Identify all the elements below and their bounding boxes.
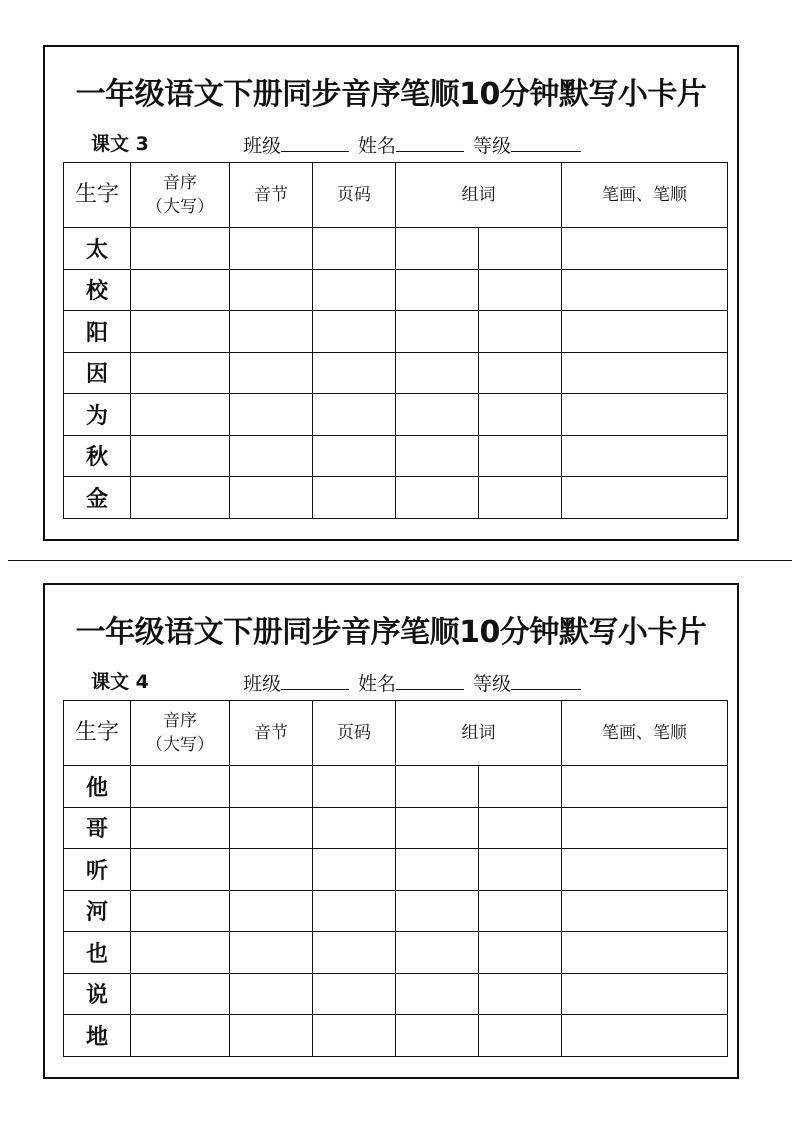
order-cell[interactable] bbox=[131, 766, 230, 808]
word-cell-1[interactable] bbox=[396, 890, 479, 932]
char-cell: 地 bbox=[64, 1015, 131, 1057]
class-field[interactable] bbox=[243, 131, 349, 158]
syllable-cell[interactable] bbox=[230, 269, 313, 311]
order-cell[interactable] bbox=[131, 807, 230, 849]
char-cell: 河 bbox=[64, 890, 131, 932]
table-row bbox=[64, 849, 728, 891]
syllable-cell[interactable] bbox=[230, 807, 313, 849]
strokes-cell[interactable] bbox=[562, 228, 728, 270]
word-cell-2[interactable] bbox=[479, 477, 562, 519]
dictation-table-wrapper bbox=[63, 162, 728, 519]
page-cell[interactable] bbox=[313, 807, 396, 849]
class-label: 班级 bbox=[243, 135, 282, 157]
card-title: 一年级语文下册同步音序笔顺10分钟默写小卡片 bbox=[75, 615, 707, 650]
page-cell[interactable] bbox=[313, 352, 396, 394]
word-cell-2[interactable] bbox=[479, 394, 562, 436]
strokes-cell[interactable] bbox=[562, 477, 728, 519]
word-cell-2[interactable] bbox=[479, 435, 562, 477]
grade-label: 等级 bbox=[473, 135, 512, 157]
header-char: 生字 bbox=[64, 701, 131, 766]
grade-blank[interactable] bbox=[511, 133, 581, 152]
grade-blank[interactable] bbox=[511, 671, 581, 690]
header-row bbox=[64, 163, 728, 228]
table-row bbox=[64, 932, 728, 974]
header-order-line1: 音序 bbox=[163, 173, 197, 193]
syllable-cell[interactable] bbox=[230, 973, 313, 1015]
header-syllable: 音节 bbox=[230, 701, 313, 766]
word-cell-2[interactable] bbox=[479, 766, 562, 808]
word-cell-2[interactable] bbox=[479, 890, 562, 932]
order-cell[interactable] bbox=[131, 269, 230, 311]
name-blank[interactable] bbox=[396, 133, 464, 152]
char-cell: 因 bbox=[64, 352, 131, 394]
order-cell[interactable] bbox=[131, 228, 230, 270]
header-order-line1: 音序 bbox=[163, 711, 197, 731]
name-label: 姓名 bbox=[358, 673, 397, 695]
syllable-cell[interactable] bbox=[230, 352, 313, 394]
strokes-cell[interactable] bbox=[562, 973, 728, 1015]
word-cell-1[interactable] bbox=[396, 1015, 479, 1057]
dictation-table bbox=[63, 700, 728, 1057]
strokes-cell[interactable] bbox=[562, 311, 728, 353]
dictation-table bbox=[63, 162, 728, 519]
dictation-card-1 bbox=[43, 45, 739, 541]
char-cell: 哥 bbox=[64, 807, 131, 849]
syllable-cell[interactable] bbox=[230, 228, 313, 270]
page-cell[interactable] bbox=[313, 890, 396, 932]
order-cell[interactable] bbox=[131, 849, 230, 891]
info-row bbox=[45, 129, 737, 155]
name-label: 姓名 bbox=[358, 135, 397, 157]
word-cell-2[interactable] bbox=[479, 269, 562, 311]
page-cell[interactable] bbox=[313, 435, 396, 477]
strokes-cell[interactable] bbox=[562, 932, 728, 974]
word-cell-1[interactable] bbox=[396, 352, 479, 394]
grade-label: 等级 bbox=[473, 673, 512, 695]
table-row bbox=[64, 311, 728, 353]
char-cell: 为 bbox=[64, 394, 131, 436]
lesson-label: 课文 4 bbox=[91, 671, 149, 693]
header-words: 组词 bbox=[396, 163, 562, 228]
strokes-cell[interactable] bbox=[562, 435, 728, 477]
word-cell-1[interactable] bbox=[396, 807, 479, 849]
class-field[interactable] bbox=[243, 669, 349, 696]
word-cell-1[interactable] bbox=[396, 932, 479, 974]
page-cell[interactable] bbox=[313, 1015, 396, 1057]
name-field[interactable] bbox=[358, 131, 464, 158]
class-blank[interactable] bbox=[281, 133, 349, 152]
header-order-line2: （大写） bbox=[146, 197, 214, 217]
table-row bbox=[64, 477, 728, 519]
header-order bbox=[131, 701, 230, 766]
page-cell[interactable] bbox=[313, 477, 396, 519]
class-blank[interactable] bbox=[281, 671, 349, 690]
page-cell[interactable] bbox=[313, 394, 396, 436]
table-row bbox=[64, 394, 728, 436]
header-words: 组词 bbox=[396, 701, 562, 766]
header-row bbox=[64, 701, 728, 766]
char-cell: 秋 bbox=[64, 435, 131, 477]
word-cell-2[interactable] bbox=[479, 311, 562, 353]
word-cell-1[interactable] bbox=[396, 311, 479, 353]
strokes-cell[interactable] bbox=[562, 1015, 728, 1057]
order-cell[interactable] bbox=[131, 1015, 230, 1057]
lesson-label: 课文 3 bbox=[91, 133, 149, 155]
word-cell-1[interactable] bbox=[396, 394, 479, 436]
order-cell[interactable] bbox=[131, 477, 230, 519]
char-cell: 太 bbox=[64, 228, 131, 270]
syllable-cell[interactable] bbox=[230, 477, 313, 519]
syllable-cell[interactable] bbox=[230, 932, 313, 974]
header-char: 生字 bbox=[64, 163, 131, 228]
word-cell-2[interactable] bbox=[479, 807, 562, 849]
syllable-cell[interactable] bbox=[230, 311, 313, 353]
word-cell-2[interactable] bbox=[479, 1015, 562, 1057]
word-cell-2[interactable] bbox=[479, 973, 562, 1015]
syllable-cell[interactable] bbox=[230, 394, 313, 436]
header-page: 页码 bbox=[313, 701, 396, 766]
dictation-table-wrapper bbox=[63, 700, 728, 1057]
word-cell-1[interactable] bbox=[396, 435, 479, 477]
strokes-cell[interactable] bbox=[562, 849, 728, 891]
table-row bbox=[64, 973, 728, 1015]
strokes-cell[interactable] bbox=[562, 890, 728, 932]
table-row bbox=[64, 807, 728, 849]
char-cell: 说 bbox=[64, 973, 131, 1015]
table-row bbox=[64, 766, 728, 808]
strokes-cell[interactable] bbox=[562, 766, 728, 808]
grade-field[interactable] bbox=[473, 131, 581, 158]
strokes-cell[interactable] bbox=[562, 269, 728, 311]
page-cell[interactable] bbox=[313, 311, 396, 353]
page-cell[interactable] bbox=[313, 228, 396, 270]
word-cell-2[interactable] bbox=[479, 352, 562, 394]
order-cell[interactable] bbox=[131, 435, 230, 477]
word-cell-1[interactable] bbox=[396, 228, 479, 270]
header-page: 页码 bbox=[313, 163, 396, 228]
grade-field[interactable] bbox=[473, 669, 581, 696]
strokes-cell[interactable] bbox=[562, 807, 728, 849]
name-field[interactable] bbox=[358, 669, 464, 696]
cut-line-divider bbox=[8, 560, 792, 561]
order-cell[interactable] bbox=[131, 890, 230, 932]
char-cell: 校 bbox=[64, 269, 131, 311]
word-cell-1[interactable] bbox=[396, 849, 479, 891]
word-cell-1[interactable] bbox=[396, 766, 479, 808]
card-title: 一年级语文下册同步音序笔顺10分钟默写小卡片 bbox=[75, 77, 707, 112]
word-cell-1[interactable] bbox=[396, 973, 479, 1015]
word-cell-2[interactable] bbox=[479, 228, 562, 270]
page-cell[interactable] bbox=[313, 973, 396, 1015]
strokes-cell[interactable] bbox=[562, 394, 728, 436]
word-cell-1[interactable] bbox=[396, 269, 479, 311]
page-cell[interactable] bbox=[313, 269, 396, 311]
char-cell: 他 bbox=[64, 766, 131, 808]
order-cell[interactable] bbox=[131, 394, 230, 436]
header-syllable: 音节 bbox=[230, 163, 313, 228]
syllable-cell[interactable] bbox=[230, 435, 313, 477]
info-row bbox=[45, 667, 737, 693]
order-cell[interactable] bbox=[131, 973, 230, 1015]
strokes-cell[interactable] bbox=[562, 352, 728, 394]
header-strokes: 笔画、笔顺 bbox=[562, 163, 728, 228]
page-cell[interactable] bbox=[313, 932, 396, 974]
dictation-card-2 bbox=[43, 583, 739, 1079]
table-row bbox=[64, 1015, 728, 1057]
char-cell: 也 bbox=[64, 932, 131, 974]
table-row bbox=[64, 352, 728, 394]
order-cell[interactable] bbox=[131, 311, 230, 353]
char-cell: 金 bbox=[64, 477, 131, 519]
syllable-cell[interactable] bbox=[230, 849, 313, 891]
word-cell-1[interactable] bbox=[396, 477, 479, 519]
syllable-cell[interactable] bbox=[230, 1015, 313, 1057]
table-row bbox=[64, 228, 728, 270]
order-cell[interactable] bbox=[131, 932, 230, 974]
name-blank[interactable] bbox=[396, 671, 464, 690]
order-cell[interactable] bbox=[131, 352, 230, 394]
char-cell: 阳 bbox=[64, 311, 131, 353]
word-cell-2[interactable] bbox=[479, 932, 562, 974]
class-label: 班级 bbox=[243, 673, 282, 695]
table-row bbox=[64, 890, 728, 932]
header-strokes: 笔画、笔顺 bbox=[562, 701, 728, 766]
page-cell[interactable] bbox=[313, 766, 396, 808]
header-order-line2: （大写） bbox=[146, 735, 214, 755]
table-row bbox=[64, 269, 728, 311]
table-row bbox=[64, 435, 728, 477]
header-order bbox=[131, 163, 230, 228]
word-cell-2[interactable] bbox=[479, 849, 562, 891]
syllable-cell[interactable] bbox=[230, 766, 313, 808]
page-cell[interactable] bbox=[313, 849, 396, 891]
syllable-cell[interactable] bbox=[230, 890, 313, 932]
char-cell: 听 bbox=[64, 849, 131, 891]
